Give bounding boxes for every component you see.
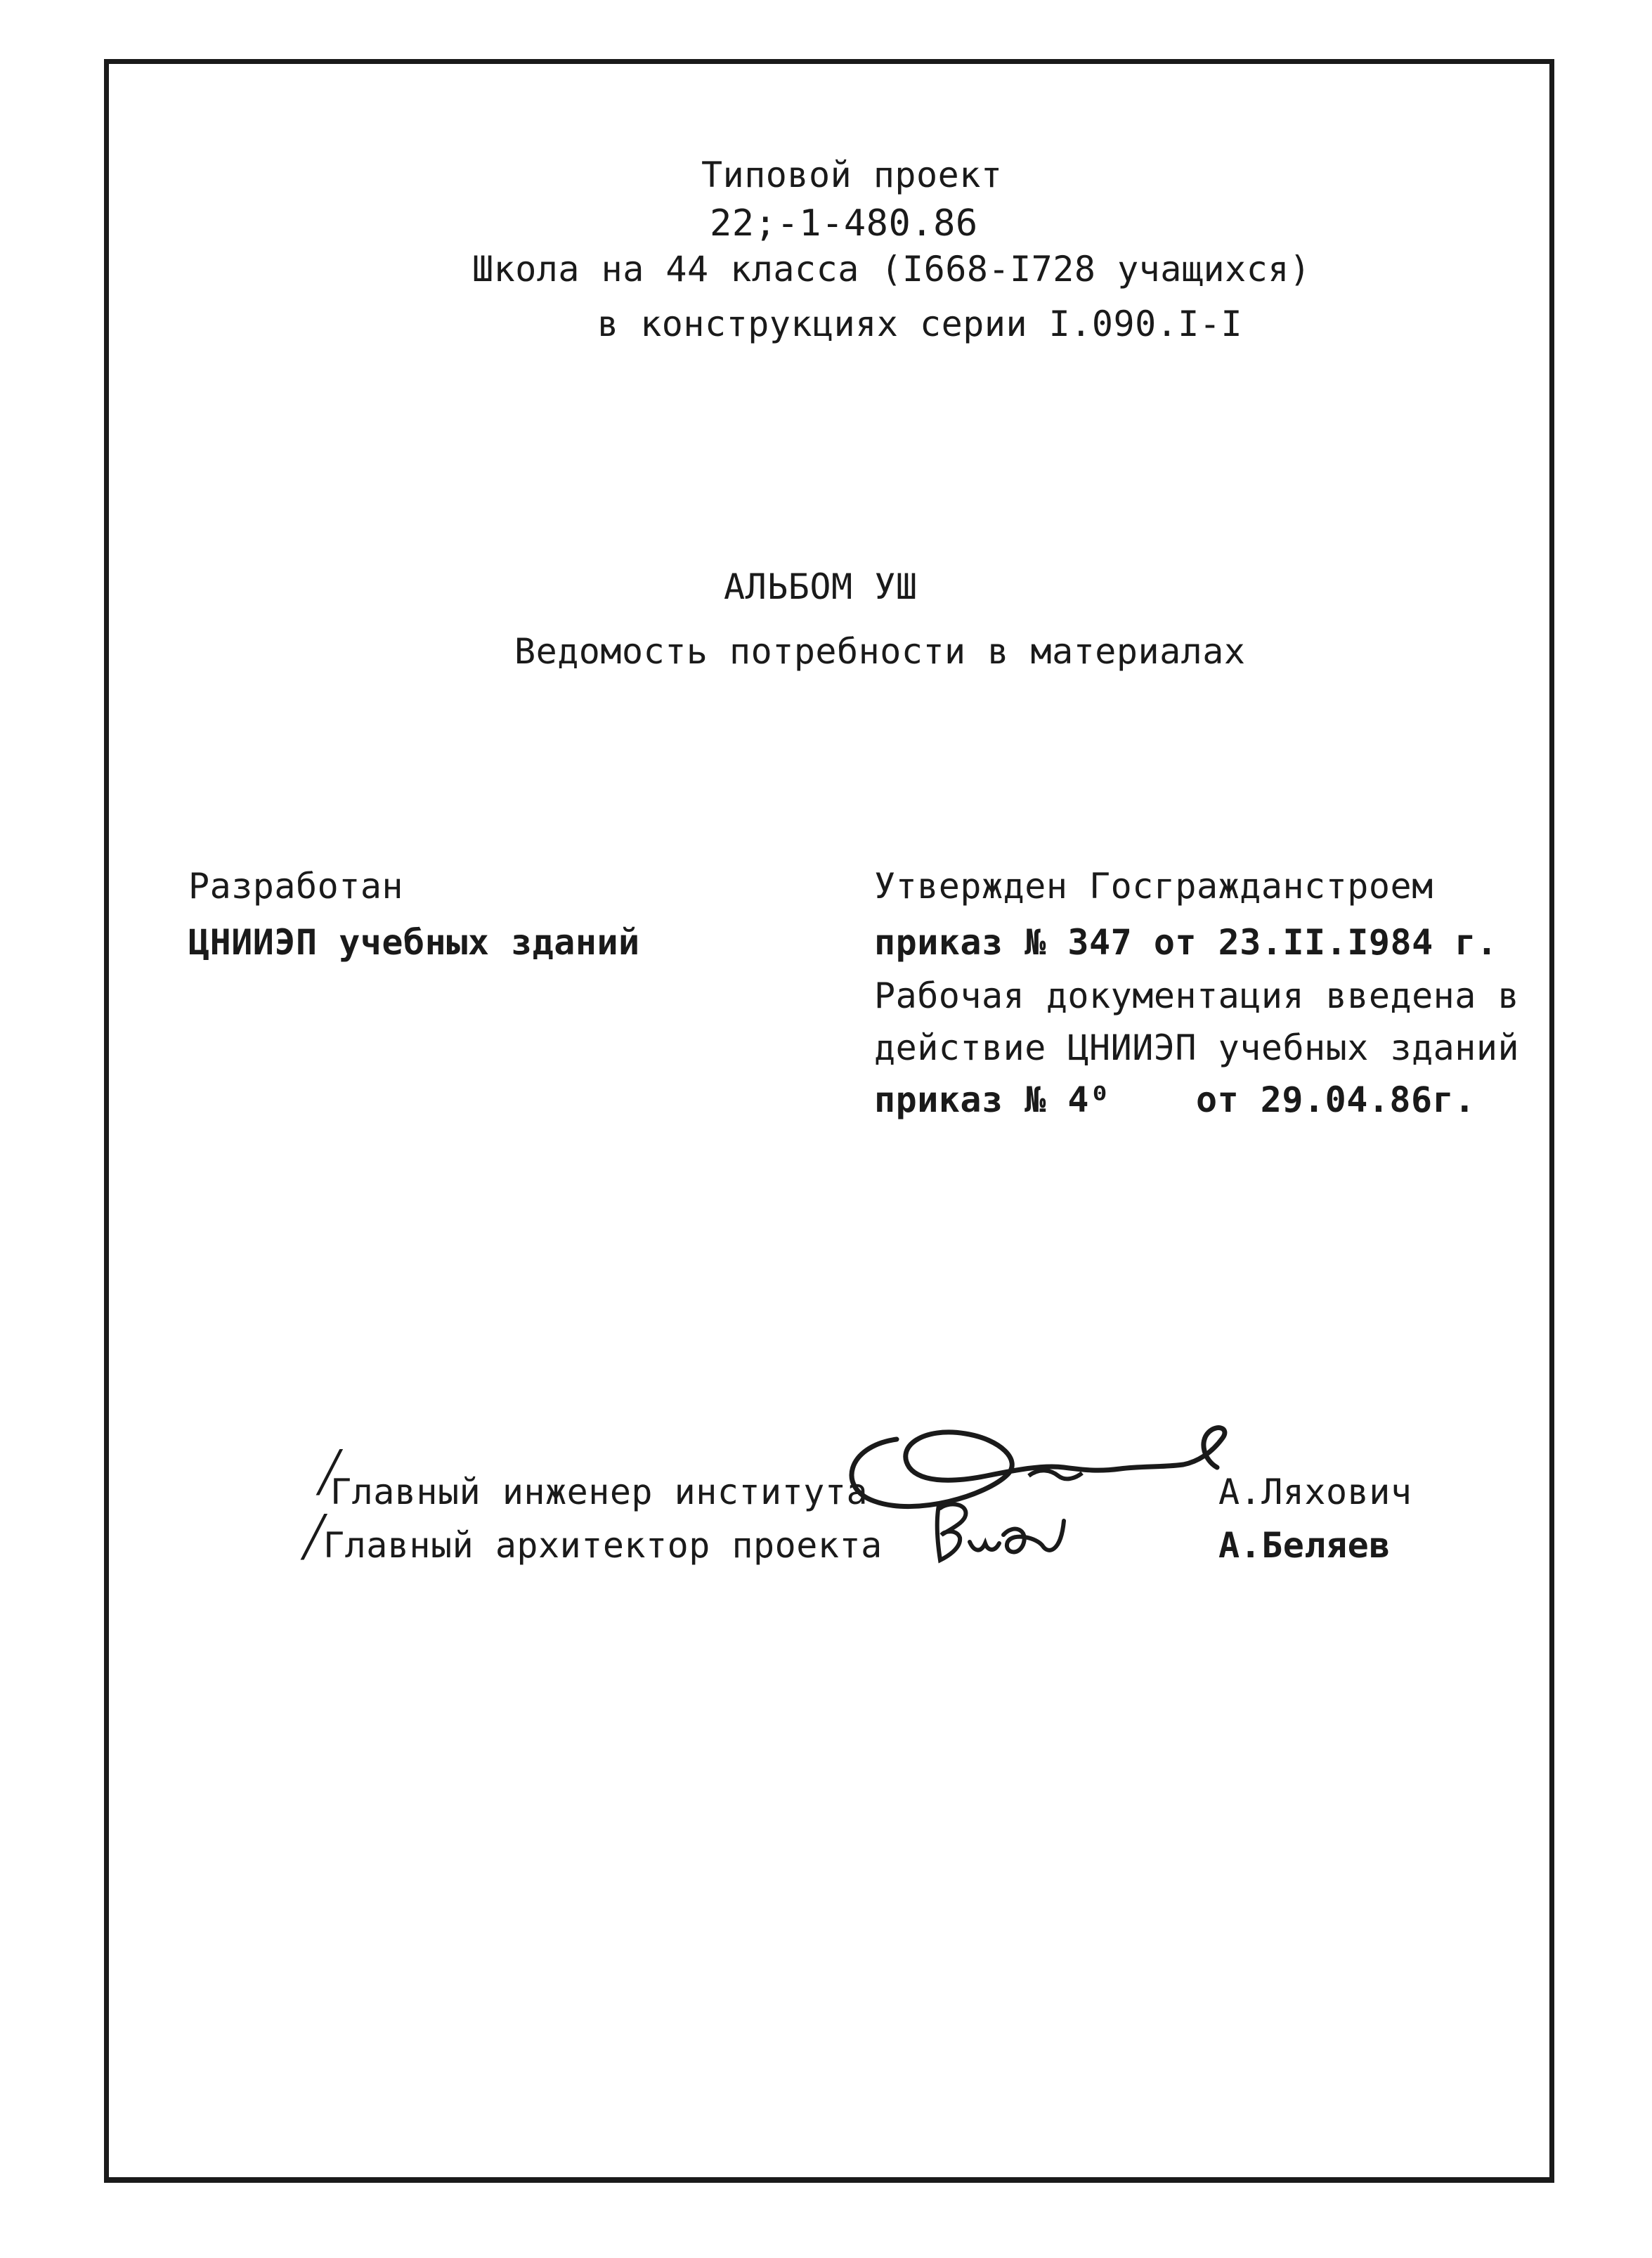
approval-line-3: Рабочая документация введена в bbox=[874, 975, 1520, 1016]
doc-type: Типовой проект bbox=[701, 155, 1003, 195]
signature-role-1: Главный инженер института bbox=[330, 1472, 869, 1512]
page-border bbox=[104, 59, 1554, 2183]
signature-role-2: Главный архитектор проекта bbox=[323, 1525, 883, 1566]
album-title: АЛЬБОМ УШ bbox=[724, 566, 918, 607]
project-title: Школа на 44 класса (I668-I728 учащихся) bbox=[472, 249, 1311, 290]
check-mark-1: ╱ bbox=[318, 1450, 342, 1495]
approval-line-2: приказ № 347 от 23.II.I984 г. bbox=[874, 922, 1498, 963]
signature-belyaev bbox=[925, 1493, 1079, 1577]
developer-org: ЦНИИЭП учебных зданий bbox=[188, 922, 640, 963]
approval-line-1: Утвержден Госгражданстроем bbox=[874, 866, 1433, 907]
signature-name-2: А.Беляев bbox=[1218, 1525, 1391, 1566]
developer-label: Разработан bbox=[188, 866, 404, 907]
album-subtitle: Ведомость потребности в материалах bbox=[514, 631, 1246, 672]
approval-order: приказ № 4⁰ bbox=[874, 1079, 1111, 1120]
signature-name-1: А.Ляхович bbox=[1218, 1472, 1412, 1512]
construction-series: в конструкциях серии I.090.I-I bbox=[597, 304, 1243, 344]
approval-line-4: действие ЦНИИЭП учебных зданий bbox=[874, 1027, 1520, 1068]
approval-date: от 29.04.86г. bbox=[1196, 1079, 1476, 1120]
project-number: 22;-1-480.86 bbox=[710, 202, 978, 245]
check-mark-2: ╱ bbox=[302, 1514, 326, 1560]
